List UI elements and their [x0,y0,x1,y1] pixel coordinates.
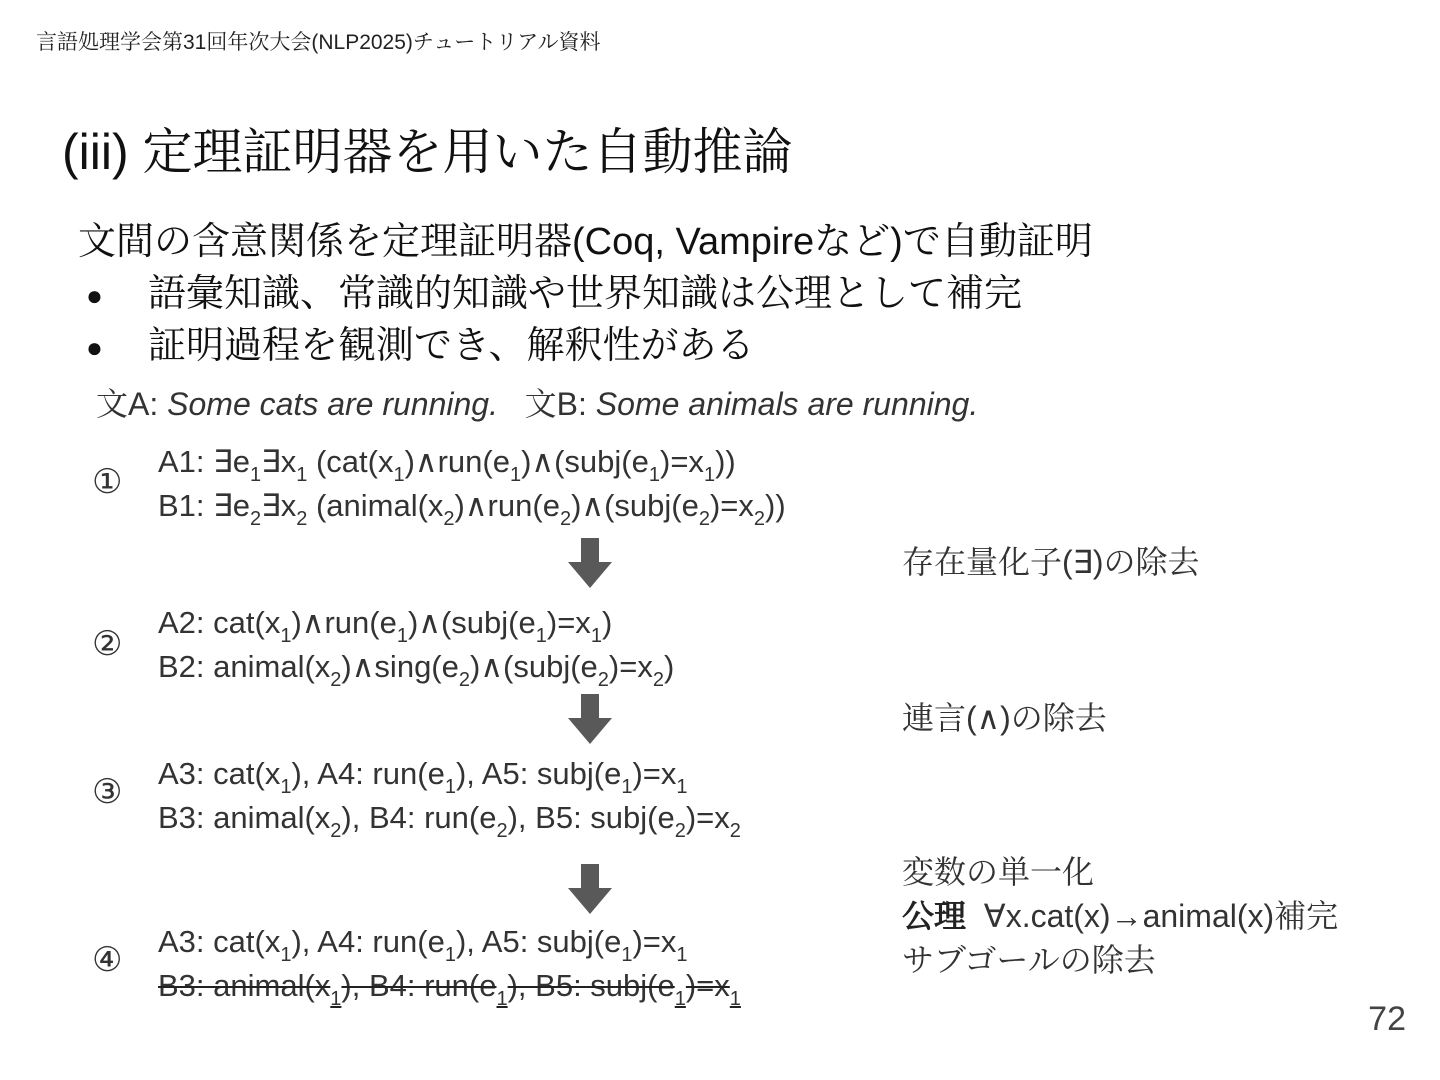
page-number: 72 [1368,1000,1406,1038]
step-note: 存在量化子(∃)の除去 [902,544,1200,580]
example-sentences [96,379,978,425]
step-marker: ④ [92,941,123,979]
formula-line: B2: $animal(x_2)\wedge\sin g(e_2)\wedge(subj(e_2)=x_2)$ [158,649,675,691]
formula-block [158,752,741,840]
down-arrow-icon [568,538,612,588]
formula-line: A1: $\exists e_1\exists x_1$ $(cat(x_1)\wedge run(e_1)\wedge(subj(e_1)=x_1))$ [158,444,736,486]
formula-line: B1: $\exists e_2\exists x_2$ $(animal(x_2)\wedge run(e_2)\wedge(subj(e_2)=x_2))$ [158,488,786,530]
axiom-text: ∀x.cat(x)→animal(x)補完 [983,898,1339,934]
formula-line: A2: $cat(x_1)\wedge run(e_1)\wedge(subj(e_1)=x_1)$ [158,605,613,647]
formula-line-struck: B3: $animal(x_1)$, B4: $run(e_1)$, B5: $subj(e_1)=x_1$ [158,968,741,1010]
bullet-item [86,314,754,369]
slide-title: (iii) 定理証明器を用いた自動推論 [62,124,793,180]
down-arrow-icon [568,864,612,914]
step-marker: ② [92,625,123,663]
sentence-a-text: Some cats are running. [167,386,498,422]
sentence-a-label: 文A: [96,386,168,422]
bullet-marker: ● [86,331,103,363]
bullet-marker: ● [86,279,103,311]
bullet-item [86,262,1022,317]
note-line [902,894,1338,938]
step-marker: ① [92,463,123,501]
lead-text: 文間の含意関係を定理証明器(Coq, Vampireなど)で自動証明 [78,221,1093,263]
formula-line: A3: $cat(x_1)$, A4: $run(e_1)$, A5: $subj(e_1)=x_1$ [158,756,688,798]
step-note: 連言(∧)の除去 [902,700,1107,736]
formula-block [158,920,741,1008]
bullet-text: 語彙知識、常識的知識や世界知識は公理として補完 [148,273,1023,315]
sentence-b-text: Some animals are running. [595,386,979,422]
formula-line: B3: $animal(x_2)$, B4: $run(e_2)$, B5: $subj(e_2)=x_2$ [158,800,741,842]
note-line: サブゴールの除去 [902,942,1156,978]
axiom-label: 公理 [902,898,967,934]
formula-block [158,440,786,528]
formula-line: A3: $cat(x_1)$, A4: $run(e_1)$, A5: $subj(e_1)=x_1$ [158,924,688,966]
formula-block [158,601,674,689]
note-line: 変数の単一化 [902,854,1095,890]
step-note-block [902,850,1338,982]
header-text: 言語処理学会第31回年次大会(NLP2025)チュートリアル資料 [36,31,601,54]
bullet-text: 証明過程を観測でき、解釈性がある [148,325,755,367]
down-arrow-icon [568,694,612,744]
sentence-b-label: 文B: [524,386,596,422]
step-marker: ③ [92,773,123,811]
